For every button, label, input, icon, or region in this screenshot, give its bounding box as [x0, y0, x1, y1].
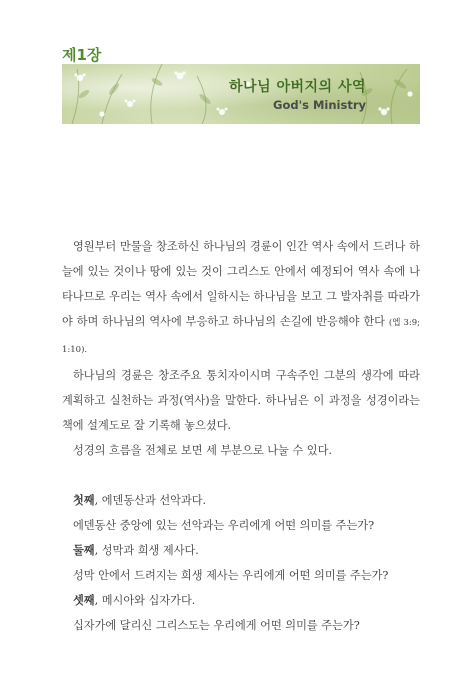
list-item-heading-text: , 성막과 희생 제사다. [94, 544, 199, 557]
list-item-label: 둘째 [73, 543, 95, 557]
list-item-heading [62, 538, 420, 563]
list-item-heading-text: , 메시아와 십자가다. [94, 594, 196, 607]
chapter-banner [62, 64, 420, 124]
list-item-heading [62, 488, 420, 513]
scripture-reference: (엡 3:9; 1:10). [62, 318, 420, 355]
chapter-number: 제1장 [62, 46, 102, 64]
list-item-heading [62, 588, 420, 613]
list-item-question: 성막 안에서 드려지는 희생 제사는 우리에게 어떤 의미를 주는가? [73, 569, 389, 582]
chapter-subtitle: God's Ministry [273, 98, 366, 112]
paragraph-text: 영원부터 만물을 창조하신 하나님의 경륜이 인간 역사 속에서 드러나 하늘에 있는 것이나 땅에 있는 것이 그리스도 안에서 예정되어 역사 속에 나타나므로 우리는 역사 속에서 일하시는 하나님을 보고 그 발자취를 따라가야 하며 하나님의 역사에 부응하고 하나님의 손길에 반응해야 한다 [62, 240, 420, 328]
paragraph: 하나님의 경륜은 창조주요 통치자이시며 구속주인 그분의 생각에 따라 계획하고 실천하는 과정(역사)을 말한다. 하나님은 이 과정을 성경이라는 책에 설계도로 잘 기록해 놓으셨다. [62, 369, 420, 432]
list-item-heading-text: , 에덴동산과 선악과다. [94, 494, 207, 507]
paragraph: 성경의 흐름을 전체로 보면 세 부분으로 나눌 수 있다. [73, 444, 332, 457]
chapter-title: 하나님 아버지의 사역 [229, 79, 366, 95]
list-item-question: 십자가에 달리신 그리스도는 우리에게 어떤 의미를 주는가? [73, 619, 360, 632]
list-item-label: 셋째 [73, 593, 95, 607]
list-item-question: 에덴동산 중앙에 있는 선악과는 우리에게 어떤 의미를 주는가? [73, 519, 375, 532]
list-item-label: 첫째 [73, 493, 95, 507]
paragraph [62, 234, 420, 363]
chapter-body [62, 234, 420, 638]
